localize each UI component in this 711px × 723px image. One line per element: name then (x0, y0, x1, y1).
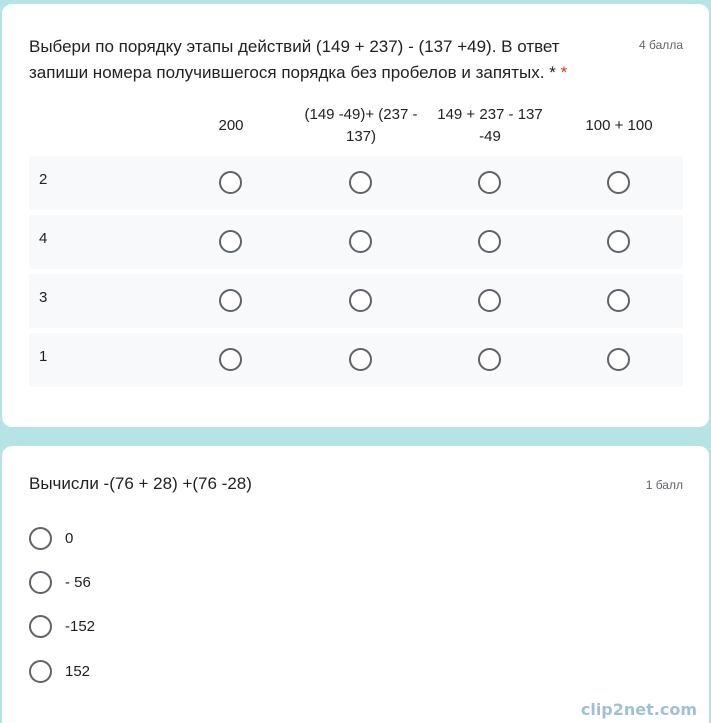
radio-button[interactable] (29, 527, 52, 550)
grid-radio-button[interactable] (607, 348, 630, 371)
grid-radio-button[interactable] (607, 230, 630, 253)
grid-column-header: 200 (218, 117, 244, 134)
grid-row (29, 215, 683, 269)
grid-column-header: 149 + 237 - 137 -49 (437, 106, 543, 145)
grid-radio-button[interactable] (607, 171, 630, 194)
watermark-logo: clip2net.com (580, 700, 697, 719)
grid-row (29, 156, 683, 210)
question-title: Вычисли -(76 + 28) +(76 -28) (29, 474, 252, 493)
option-label: - 56 (65, 574, 91, 591)
grid-radio-button[interactable] (478, 230, 501, 253)
radio-button[interactable] (29, 571, 52, 594)
radio-button[interactable] (29, 615, 52, 638)
points-label: 1 балл (645, 478, 683, 492)
grid-row (29, 333, 683, 387)
grid-row-label: 4 (39, 230, 48, 247)
grid-radio-button[interactable] (478, 289, 501, 312)
option-label: -152 (65, 618, 96, 635)
grid-row (29, 274, 683, 328)
grid-radio-button[interactable] (219, 289, 242, 312)
grid-radio-button[interactable] (349, 348, 372, 371)
points-label: 4 балла (639, 38, 683, 52)
grid-column-header: (149 -49)+ (237 - 137) (304, 106, 418, 145)
option-label: 0 (65, 530, 74, 547)
grid-radio-button[interactable] (219, 348, 242, 371)
grid-radio-button[interactable] (349, 230, 372, 253)
grid-row-label: 2 (39, 171, 48, 188)
question-card-1 (2, 4, 709, 427)
question-card-2 (2, 446, 709, 723)
required-asterisk: * (560, 63, 568, 82)
grid-row-label: 3 (39, 289, 48, 306)
grid-radio-button[interactable] (349, 289, 372, 312)
option-label: 152 (65, 663, 91, 680)
radio-button[interactable] (29, 660, 52, 683)
question-title: Выбери по порядку этапы действий (149 + 237) - (137 +49). В ответ запиши номера получившегося порядка без пробелов и запятых. * * (29, 37, 568, 82)
grid-radio-button[interactable] (478, 348, 501, 371)
grid-column-header: 100 + 100 (585, 117, 653, 134)
grid-radio-button[interactable] (607, 289, 630, 312)
grid-radio-button[interactable] (349, 171, 372, 194)
grid-radio-button[interactable] (478, 171, 501, 194)
grid-radio-button[interactable] (219, 230, 242, 253)
grid-radio-button[interactable] (219, 171, 242, 194)
grid-row-label: 1 (39, 348, 48, 365)
